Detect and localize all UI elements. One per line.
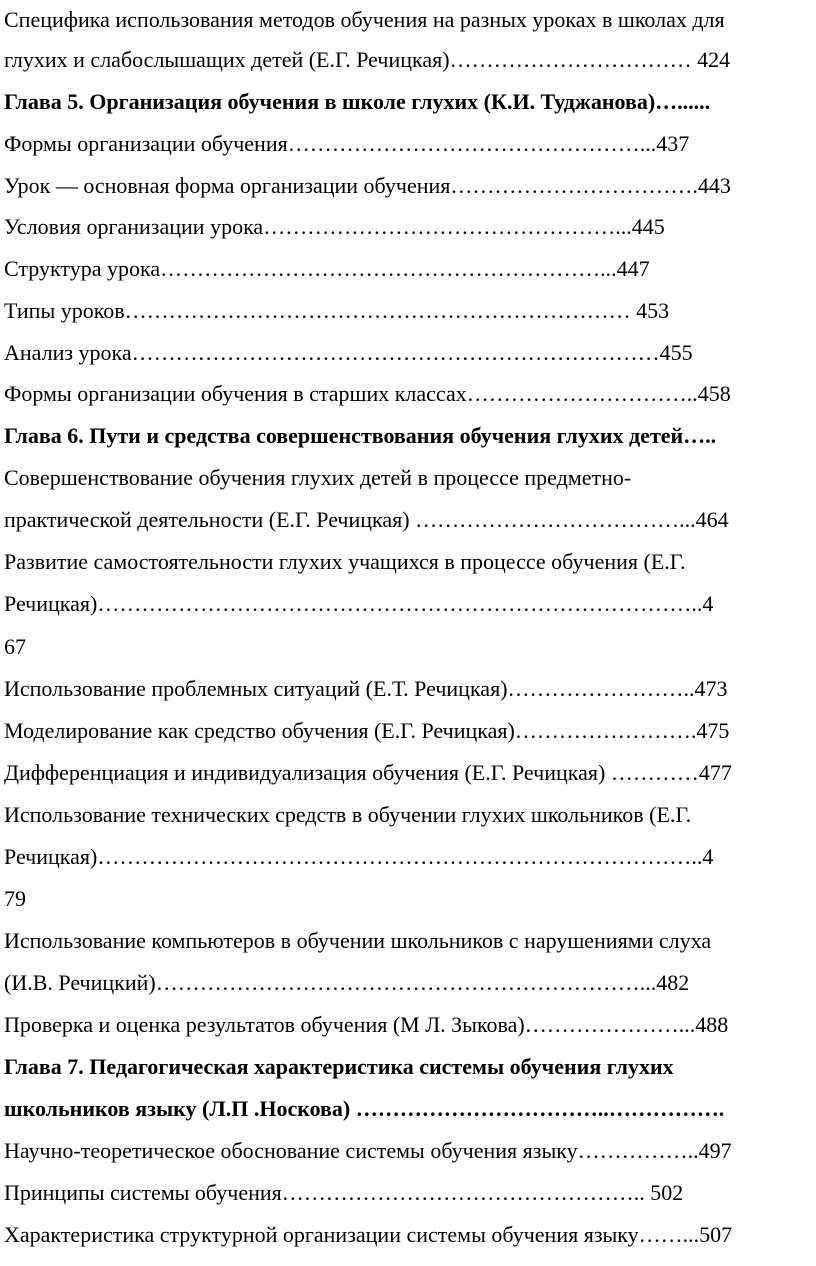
toc-line: Использование проблемных ситуаций (Е.Т. Речицкая)……………………..473: [4, 676, 728, 701]
toc-line: глухих и слабослышащих детей (Е.Г. Речицкая)…………………………… 424: [4, 47, 731, 72]
toc-line: (И.В. Речицкий)…………………………………………………………...482: [4, 970, 690, 995]
toc-line: Урок — основная форма организации обучения…………………………….443: [4, 173, 731, 198]
toc-line: практической деятельности (Е.Г. Речицкая) ………………………………...464: [4, 507, 729, 532]
toc-line: Принципы системы обучения………………………………………….. 502: [4, 1180, 684, 1205]
chapter-heading: Глава 5. Организация обучения в школе глухих (К.И. Туджанова)…......: [4, 89, 711, 114]
toc-line: Проверка и оценка результатов обучения (М Л. Зыкова)…………………...488: [4, 1012, 729, 1037]
toc-line: Формы организации обучения в старших классах…………………………..458: [4, 381, 731, 406]
toc-line: Использование компьютеров в обучении школьников с нарушениями слуха: [4, 928, 712, 953]
toc-line: Специфика использования методов обучения на разных уроках в школах для: [4, 7, 725, 32]
toc-line: Речицкая)………………………………………………………………………..4: [4, 591, 714, 616]
toc-line: Анализ урока………………………………………………………………455: [4, 340, 693, 365]
toc-line: Речицкая)………………………………………………………………………..4: [4, 844, 714, 869]
toc-line: Условия организации урока…………………………………………...445: [4, 214, 665, 239]
chapter-heading: школьников языку (Л.П .Носкова) ……………………………..…………….: [4, 1096, 725, 1121]
chapter-heading: Глава 7. Педагогическая характеристика системы обучения глухих: [4, 1054, 674, 1079]
toc-line: Научно-теоретическое обоснование системы обучения языку……………..497: [4, 1138, 732, 1163]
toc-line: 67: [4, 634, 26, 659]
chapter-heading: Глава 6. Пути и средства совершенствования обучения глухих детей…..: [4, 423, 717, 448]
toc-line: Использование технических средств в обучении глухих школьников (Е.Г.: [4, 802, 692, 827]
toc-line: 79: [4, 886, 26, 911]
toc-line: Структура урока……………………………………………………...447: [4, 256, 650, 281]
toc-line: Дифференциация и индивидуализация обучения (Е.Г. Речицкая) …………477: [4, 760, 732, 785]
toc-line: Совершенствование обучения глухих детей в процессе предметно-: [4, 465, 632, 490]
toc-line: Формы организации обучения…………………………………………...437: [4, 131, 690, 156]
toc-line: Развитие самостоятельности глухих учащихся в процессе обучения (Е.Г.: [4, 549, 686, 574]
toc-line: Моделирование как средство обучения (Е.Г. Речицкая)…………………….475: [4, 718, 730, 743]
toc-line: Характеристика структурной организации системы обучения языку……...507: [4, 1222, 733, 1247]
toc-line: Типы уроков…………………………………………………………… 453: [4, 298, 670, 323]
